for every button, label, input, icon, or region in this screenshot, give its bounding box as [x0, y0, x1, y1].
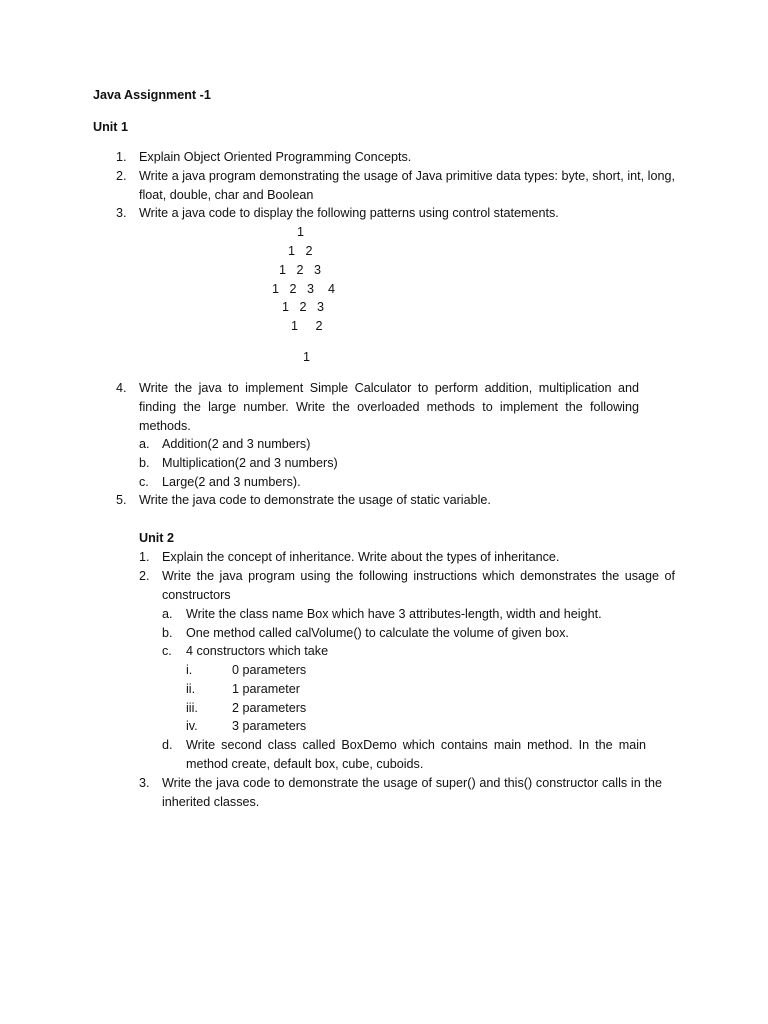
pattern-row-4: 1 2 3 4 [272, 282, 336, 296]
unit2-subitem-a-number: a. [162, 607, 173, 621]
document-title: Java Assignment -1 [93, 88, 211, 102]
unit2-subitem-b-number: b. [162, 626, 173, 640]
unit1-item-5-text: Write the java code to demonstrate the usage of static variable. [139, 493, 491, 507]
roman-item-i-number: i. [186, 663, 193, 677]
unit2-subitem-a-text: Write the class name Box which have 3 attributes-length, width and height. [186, 607, 602, 621]
unit2-subitem-b-text: One method called calVolume() to calculate the volume of given box. [186, 626, 569, 640]
roman-item-iv-text: 3 parameters [232, 719, 307, 733]
unit1-item-4-text: Write the java to implement Simple Calculator to perform addition, multiplication and finding the large number. Write the overloaded methods to implement the following methods. [139, 381, 639, 433]
roman-item-ii-number: ii. [186, 682, 196, 696]
pattern-row-2: 1 2 [288, 244, 313, 258]
unit2-item-2-number: 2. [139, 569, 150, 583]
unit1-subitem-c-number: c. [139, 475, 149, 489]
pattern-row-1: 1 [297, 225, 305, 239]
pattern-row-3: 1 2 3 [279, 263, 322, 277]
unit2-item-1-text: Explain the concept of inheritance. Write about the types of inheritance. [162, 550, 560, 564]
unit1-subitem-b-text: Multiplication(2 and 3 numbers) [162, 456, 338, 470]
unit2-item-2-text: Write the java program using the following instructions which demonstrates the usage of constructors [162, 569, 675, 602]
unit2-item-3-text: Write the java code to demonstrate the usage of super() and this() constructor calls in the inherited classes. [162, 776, 662, 809]
unit1-subitem-a-text: Addition(2 and 3 numbers) [162, 437, 311, 451]
unit1-subitem-c-text: Large(2 and 3 numbers). [162, 475, 301, 489]
roman-item-iii-text: 2 parameters [232, 701, 307, 715]
unit2-heading: Unit 2 [139, 531, 174, 545]
unit2-subitem-d-number: d. [162, 738, 173, 752]
unit2-item-3-number: 3. [139, 776, 150, 790]
unit1-item-3-number: 3. [116, 206, 127, 220]
roman-item-iv-number: iv. [186, 719, 198, 733]
unit1-item-1-number: 1. [116, 150, 127, 164]
unit1-item-4-number: 4. [116, 381, 127, 395]
unit2-item-1-number: 1. [139, 550, 150, 564]
unit1-item-2-number: 2. [116, 169, 127, 183]
pattern-row-5: 1 2 3 [282, 300, 325, 314]
pattern-row-7: 1 [303, 350, 311, 364]
unit2-subitem-d-text: Write second class called BoxDemo which contains main method. In the main method create, default box, cube, cuboids. [186, 738, 646, 771]
unit2-subitem-c-number: c. [162, 644, 172, 658]
roman-item-ii-text: 1 parameter [232, 682, 300, 696]
unit1-subitem-a-number: a. [139, 437, 150, 451]
unit1-heading: Unit 1 [93, 120, 128, 134]
unit1-item-3-text: Write a java code to display the following patterns using control statements. [139, 206, 559, 220]
unit1-subitem-b-number: b. [139, 456, 150, 470]
unit1-item-5-number: 5. [116, 493, 127, 507]
roman-item-i-text: 0 parameters [232, 663, 307, 677]
pattern-row-6: 1 2 [291, 319, 323, 333]
unit1-item-1-text: Explain Object Oriented Programming Concepts. [139, 150, 412, 164]
unit2-subitem-c-text: 4 constructors which take [186, 644, 329, 658]
roman-item-iii-number: iii. [186, 701, 198, 715]
unit1-item-2-text: Write a java program demonstrating the usage of Java primitive data types: byte, short, int, long, float, double, char and Boolean [139, 169, 675, 202]
